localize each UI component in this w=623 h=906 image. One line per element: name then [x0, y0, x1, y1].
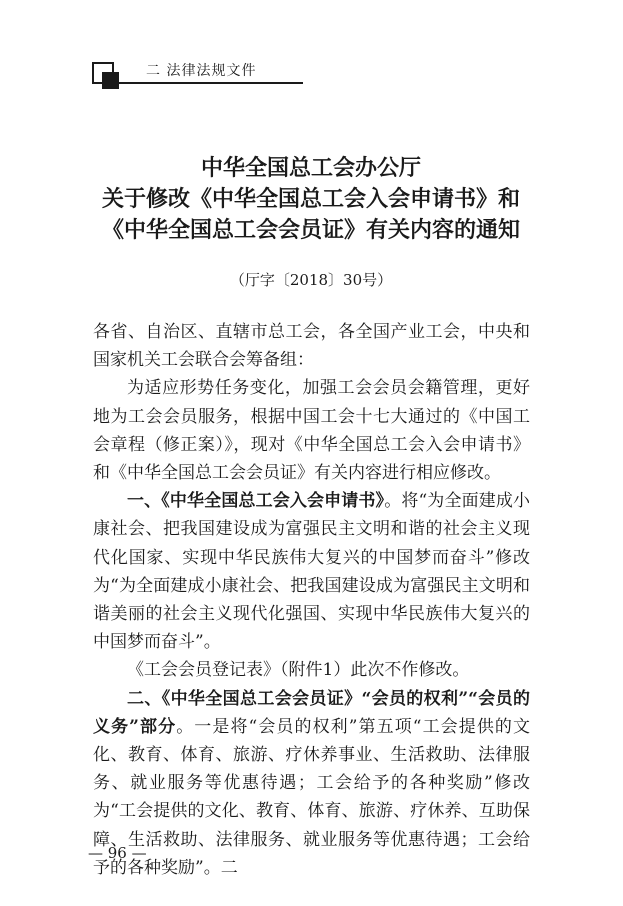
item-2-heading: 二、《中华全国总工会会员证》“会员的权利”“会员的义务”部分 [93, 688, 530, 737]
item-1-note: 《工会会员登记表》（附件1）此次不作修改。 [127, 660, 470, 681]
item-2-paragraph [93, 685, 530, 882]
document-title [72, 153, 550, 246]
item-2-text: 。一是将“会员的权利”第五项“工会提供的文化、教育、体育、旅游、疗休养事业、生活救助、法律服务、就业服务等优惠待遇；工会给予的各种奖励”修改为“工会提供的文化、教育、体育、旅游、疗休养、互助保障、生活救助、法律服务、就业服务等优惠待遇；工会给予的各种奖励”。二 [93, 716, 531, 878]
title-line-2: 关于修改《中华全国总工会入会申请书》和 [101, 186, 520, 212]
intro-paragraph: 为适应形势任务变化，加强工会会员会籍管理，更好地为工会会员服务，根据中国工会十七大通过的《中国工会章程（修正案）》，现对《中华全国总工会入会申请书》和《中华全国总工会会员证》有关内容进行相应修改。 [93, 378, 530, 484]
title-line-3: 《中华全国总工会会员证》有关内容的通知 [101, 217, 520, 243]
title-line-1: 中华全国总工会办公厅 [200, 155, 421, 181]
item-1-heading: 一、《中华全国总工会入会申请书》 [127, 491, 385, 512]
item-1-text: 。将“为全面建成小康社会、把我国建设成为富强民主文明和谐的社会主义现代化国家、实现中华民族伟大复兴的中国梦而奋斗”修改为“为全面建成小康社会、把我国建设成为富强民主文明和谐美丽的社会主义现代化强国、实现中华民族伟大复兴的中国梦而奋斗”。 [93, 491, 530, 653]
document-body [93, 318, 530, 882]
header-square-filled-icon [102, 72, 119, 89]
item-1-paragraph [93, 487, 530, 656]
page-number: — 96 — [88, 844, 147, 862]
running-header [0, 0, 623, 100]
header-rule [92, 82, 303, 84]
addressee-paragraph: 各省、自治区、直辖市总工会，各全国产业工会，中央和国家机关工会联合会筹备组： [93, 322, 530, 371]
section-label: 二 法律法规文件 [146, 63, 257, 79]
document-number: （厅字〔2018〕30号） [229, 271, 393, 289]
